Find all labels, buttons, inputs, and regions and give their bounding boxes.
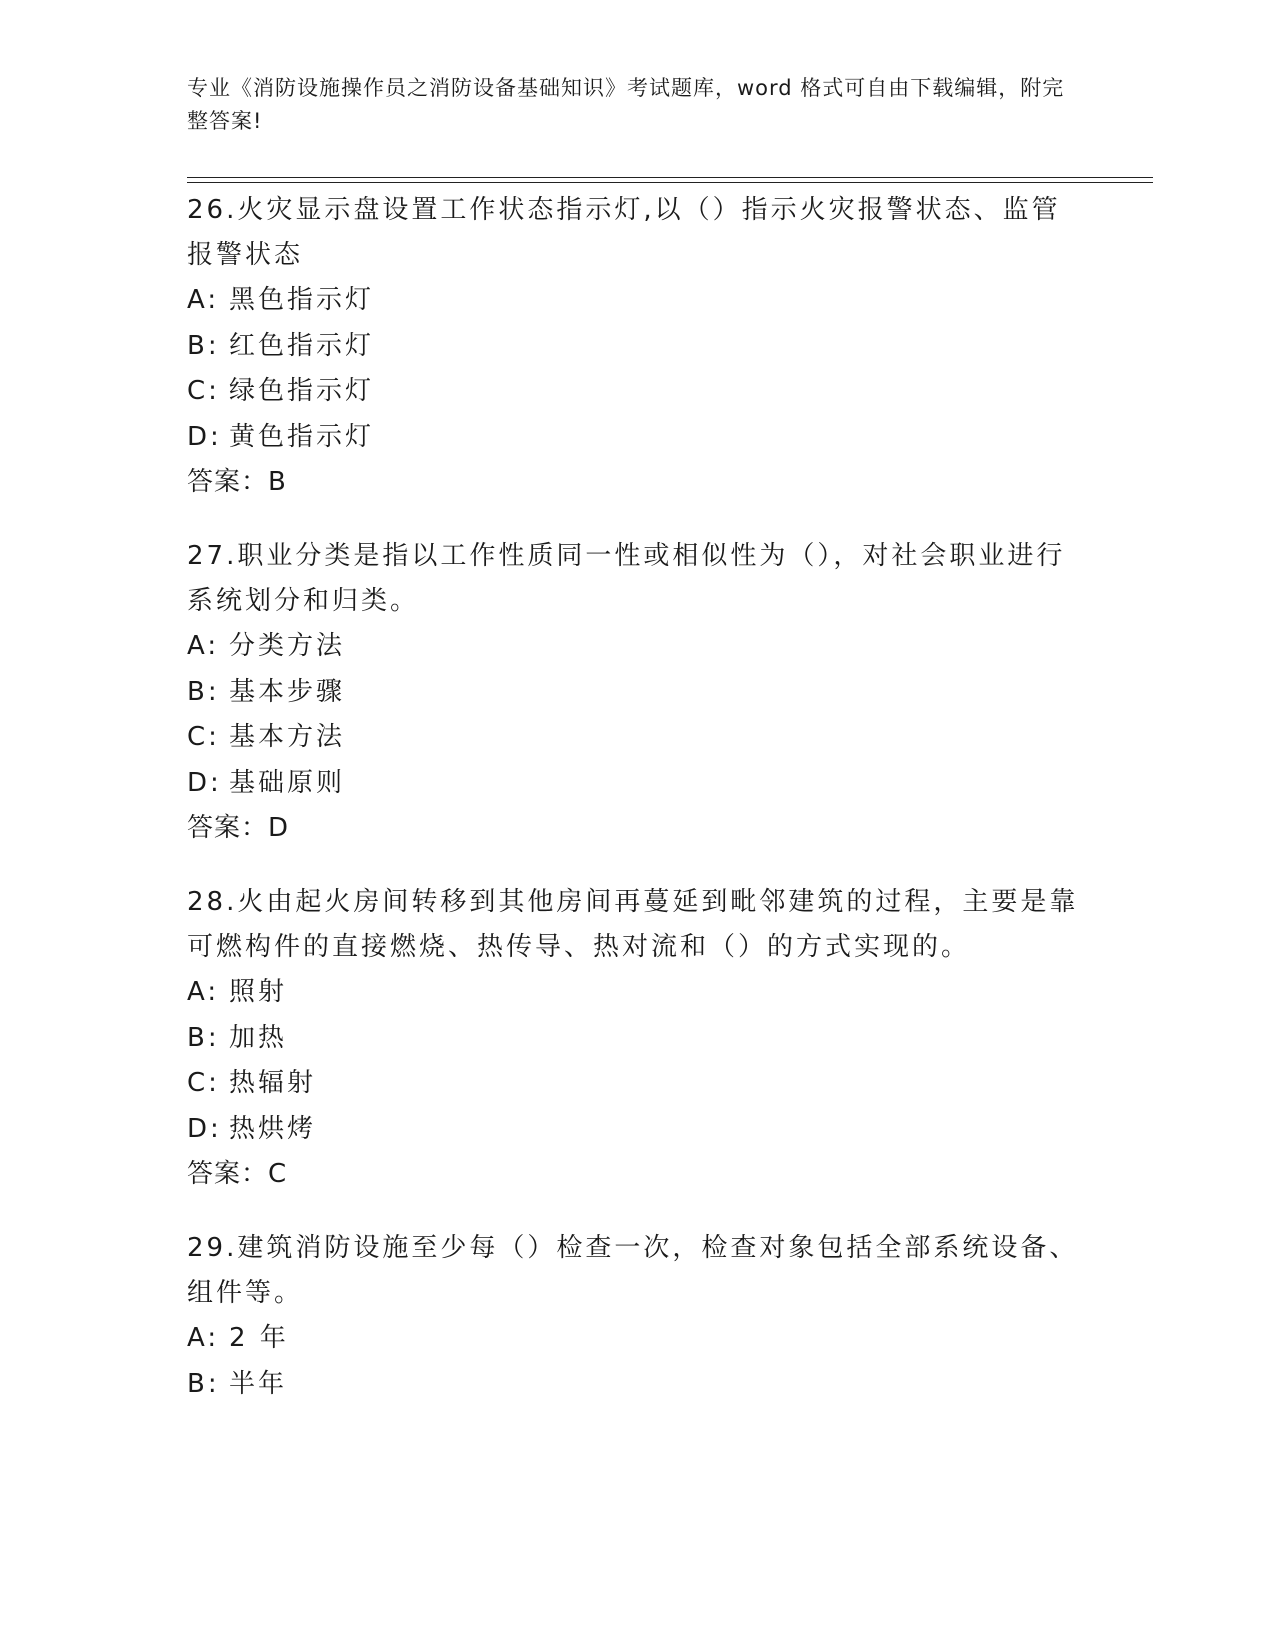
question-list [187,188,1087,1436]
option-text: 热烘烤 [229,1113,317,1144]
option-text: 绿色指示灯 [229,376,375,406]
option-key: A: [187,631,220,661]
option-text: 热辐射 [229,1068,317,1098]
option-b [187,324,1087,370]
option-key: B: [187,676,220,707]
question-stem: 29.建筑消防设施至少每（）检查一次，检查对象包括全部系统设备、组件等。 [187,1233,1079,1308]
option-text: 基础原则 [229,767,346,798]
option-key: C: [187,722,220,752]
document-header: 专业《消防设施操作员之消防设备基础知识》考试题库，word 格式可自由下载编辑，附完整答案! [187,76,1065,133]
option-text: 黄色指示灯 [229,421,375,452]
option-text: 黑色指示灯 [229,285,375,315]
question-28 [187,880,1087,1197]
option-text: 半年 [229,1368,288,1399]
option-text: 红色指示灯 [229,330,375,361]
option-key: A: [187,1323,220,1353]
option-d [187,1107,1087,1153]
question-stem: 27.职业分类是指以工作性质同一性或相似性为（），对社会职业进行系统划分和归类。 [187,541,1066,616]
answer-line: 答案：C [187,1159,288,1189]
option-a [187,1316,1087,1362]
option-key: D: [187,767,222,798]
option-text: 照射 [229,977,288,1007]
option-key: B: [187,330,220,361]
option-key: A: [187,285,220,315]
answer-line: 答案：B [187,467,287,497]
answer-line: 答案：D [187,813,290,843]
question-27 [187,534,1087,851]
option-text: 基本方法 [229,722,346,752]
option-d [187,761,1087,807]
option-d [187,415,1087,461]
option-key: A: [187,977,220,1007]
option-key: C: [187,1068,220,1098]
option-key: D: [187,1113,222,1144]
option-b [187,1016,1087,1062]
option-text: 分类方法 [229,631,346,661]
question-29 [187,1226,1087,1407]
question-stem: 28.火由起火房间转移到其他房间再蔓延到毗邻建筑的过程，主要是靠可燃构件的直接燃烧、热传导、热对流和（）的方式实现的。 [187,887,1079,962]
option-text: 2 年 [229,1323,289,1353]
option-a [187,970,1087,1016]
option-text: 加热 [229,1022,288,1053]
option-c [187,1061,1087,1107]
header-divider-bottom [187,182,1153,183]
option-b [187,670,1087,716]
option-key: C: [187,376,220,406]
option-text: 基本步骤 [229,676,346,707]
question-26 [187,188,1087,505]
option-b [187,1362,1087,1408]
option-key: B: [187,1022,220,1053]
option-key: B: [187,1368,220,1399]
header-divider-top [187,177,1153,178]
question-stem: 26.火灾显示盘设置工作状态指示灯,以（）指示火灾报警状态、监管报警状态 [187,195,1061,270]
option-a [187,278,1087,324]
option-c [187,715,1087,761]
option-a [187,624,1087,670]
option-c [187,369,1087,415]
option-key: D: [187,421,222,452]
